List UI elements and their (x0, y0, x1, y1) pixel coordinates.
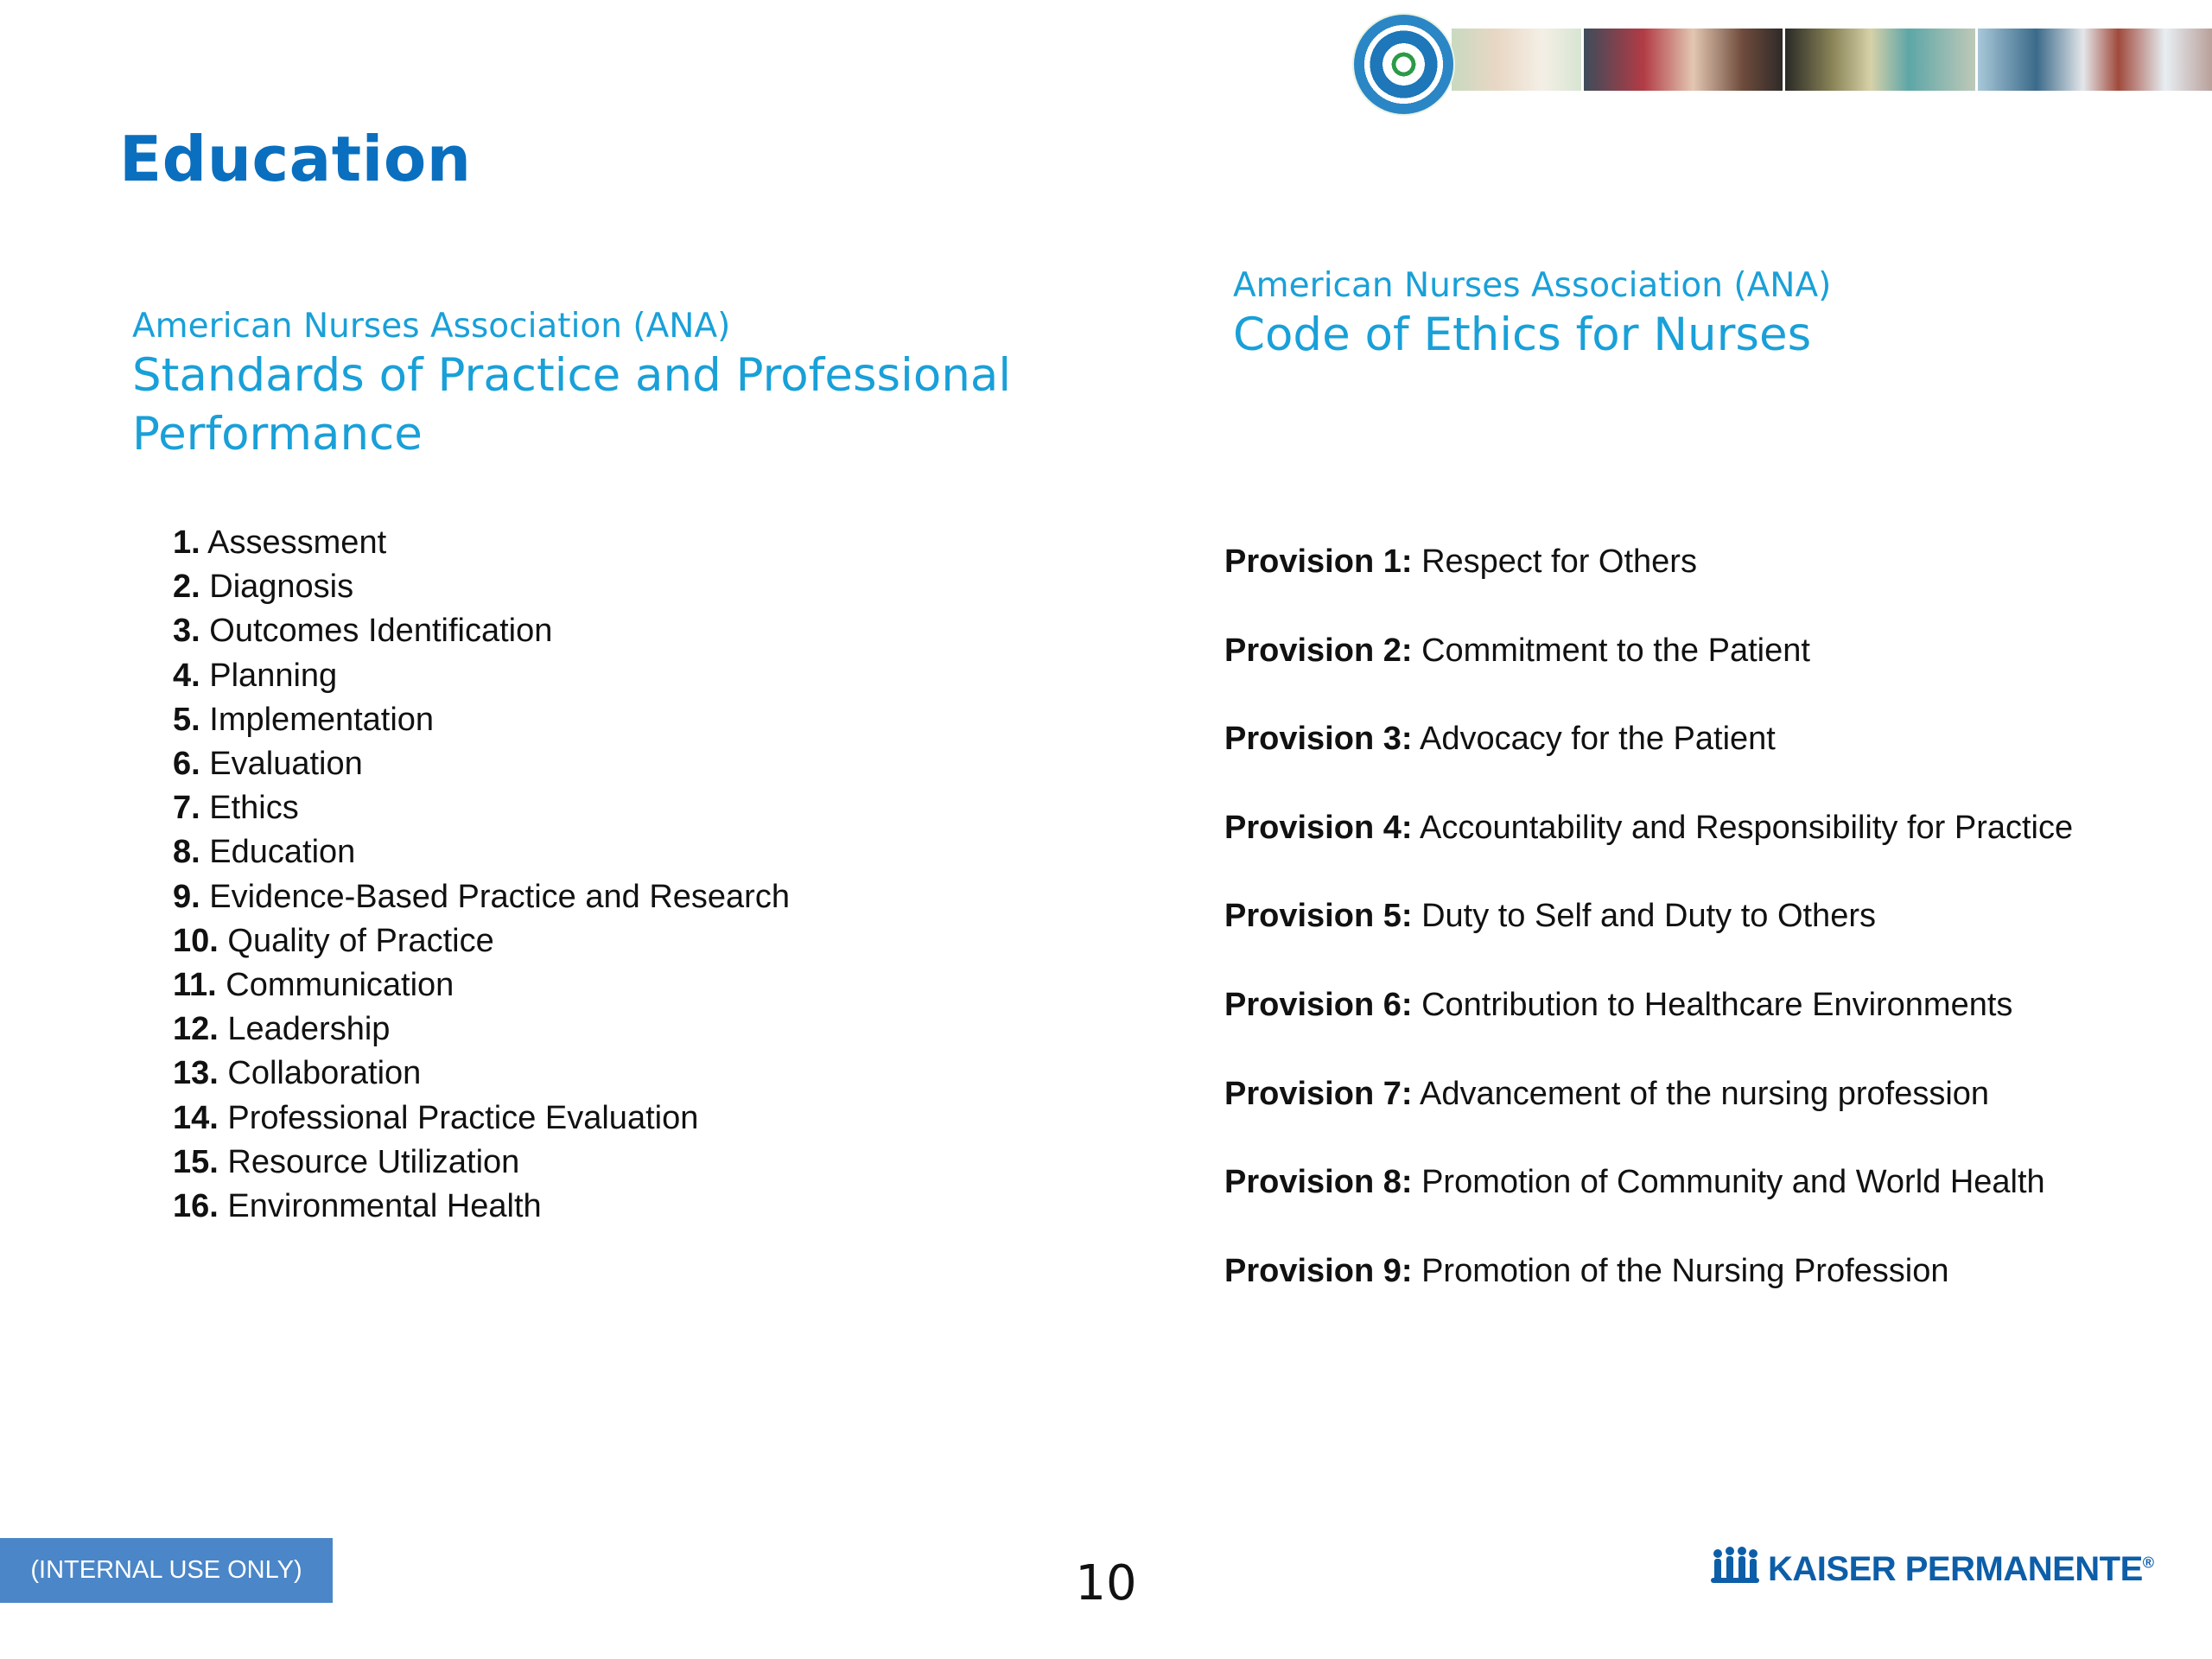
item-number: 4. (173, 657, 200, 694)
provision-item (1224, 895, 2073, 984)
standards-title-line2: Performance (132, 408, 423, 461)
item-number: 5. (173, 701, 200, 738)
provision-label: Provision 9: (1224, 1252, 1413, 1289)
item-label: Leadership (227, 1011, 391, 1048)
item-label: Assessment (207, 524, 387, 561)
list-item (173, 786, 790, 830)
provision-label: Provision 6: (1224, 986, 1413, 1023)
item-label: Resource Utilization (227, 1143, 520, 1180)
page-number: 10 (1075, 1555, 1137, 1611)
provision-text: Contribution to Healthcare Environments (1421, 986, 2013, 1023)
item-number: 7. (173, 790, 200, 827)
list-item (173, 1141, 790, 1185)
item-number: 12. (173, 1011, 219, 1048)
standards-heading (132, 307, 1083, 464)
provision-text: Promotion of the Nursing Profession (1421, 1252, 1949, 1289)
header-photo-strip (1452, 29, 2212, 91)
provision-text: Commitment to the Patient (1421, 632, 1810, 669)
list-item (173, 565, 790, 609)
item-number: 1. (173, 524, 200, 561)
header-photo-nurse (1452, 29, 1584, 91)
kaiser-permanente-wordmark (1768, 1550, 2154, 1589)
item-number: 9. (173, 878, 200, 915)
item-label: Collaboration (227, 1055, 422, 1092)
list-item (173, 1052, 790, 1096)
ethics-heading (1233, 266, 2011, 365)
item-number: 13. (173, 1055, 219, 1092)
provision-text: Respect for Others (1421, 543, 1697, 580)
kaiser-people-icon (1711, 1547, 1759, 1592)
provision-item (1224, 1250, 2073, 1339)
ethics-subtitle: American Nurses Association (ANA) (1233, 266, 1832, 305)
provision-label: Provision 8: (1224, 1164, 1413, 1201)
provision-item (1224, 1161, 2073, 1250)
item-number: 11. (173, 967, 217, 1004)
provision-item (1224, 807, 2073, 896)
list-item (173, 963, 790, 1007)
item-number: 3. (173, 613, 200, 650)
list-item (173, 830, 790, 874)
item-label: Planning (209, 657, 338, 694)
provision-label: Provision 3: (1224, 721, 1413, 758)
list-item (173, 1007, 790, 1052)
list-item (173, 521, 790, 565)
standards-list (173, 521, 790, 1229)
item-label: Evaluation (209, 746, 363, 783)
provision-item (1224, 1073, 2073, 1162)
slide-title: Education (119, 123, 472, 195)
item-label: Diagnosis (209, 569, 354, 606)
list-item (173, 654, 790, 698)
standards-title-line1: Standards of Practice and Professional (132, 349, 1012, 402)
item-number: 15. (173, 1143, 219, 1180)
target-ring-icon (1354, 15, 1453, 114)
registered-mark: ® (2142, 1554, 2154, 1572)
item-number: 6. (173, 746, 200, 783)
provision-item (1224, 718, 2073, 807)
provision-text: Advancement of the nursing profession (1419, 1075, 1990, 1112)
item-label: Evidence-Based Practice and Research (209, 878, 790, 915)
provision-label: Provision 2: (1224, 632, 1413, 669)
header-photo-patient-care (1584, 29, 1785, 91)
item-number: 10. (173, 922, 219, 959)
provision-label: Provision 5: (1224, 898, 1413, 935)
item-label: Education (209, 834, 356, 871)
list-item (173, 875, 790, 919)
item-label: Professional Practice Evaluation (227, 1099, 699, 1136)
item-label: Ethics (209, 790, 299, 827)
provision-item (1224, 630, 2073, 719)
list-item (173, 1096, 790, 1141)
kaiser-permanente-logo (1711, 1547, 2154, 1592)
provision-label: Provision 1: (1224, 543, 1413, 580)
item-label: Communication (226, 967, 454, 1004)
standards-subtitle: American Nurses Association (ANA) (132, 307, 731, 346)
list-item (173, 919, 790, 963)
list-item (173, 742, 790, 786)
provision-text: Promotion of Community and World Health (1421, 1164, 2045, 1201)
item-number: 2. (173, 569, 200, 606)
provision-label: Provision 7: (1224, 1075, 1413, 1112)
item-number: 8. (173, 834, 200, 871)
provision-item (1224, 541, 2073, 630)
brand-name: KAISER PERMANENTE (1768, 1549, 2143, 1588)
header-photo-staff (1978, 29, 2212, 91)
provision-text: Advocacy for the Patient (1419, 721, 1776, 758)
list-item (173, 698, 790, 742)
item-label: Environmental Health (227, 1188, 542, 1225)
list-item (173, 1185, 790, 1229)
provision-label: Provision 4: (1224, 809, 1413, 846)
list-item (173, 609, 790, 653)
item-label: Quality of Practice (227, 922, 494, 959)
item-number: 14. (173, 1099, 219, 1136)
provision-text: Duty to Self and Duty to Others (1421, 898, 1876, 935)
item-label: Implementation (209, 701, 435, 738)
item-label: Outcomes Identification (209, 613, 553, 650)
internal-use-badge: (INTERNAL USE ONLY) (0, 1538, 333, 1603)
provisions-list (1224, 541, 2073, 1338)
item-number: 16. (173, 1188, 219, 1225)
header-photo-clinician (1785, 29, 1978, 91)
provision-text: Accountability and Responsibility for Practice (1419, 809, 2074, 846)
ethics-title: Code of Ethics for Nurses (1233, 308, 1812, 361)
provision-item (1224, 984, 2073, 1073)
